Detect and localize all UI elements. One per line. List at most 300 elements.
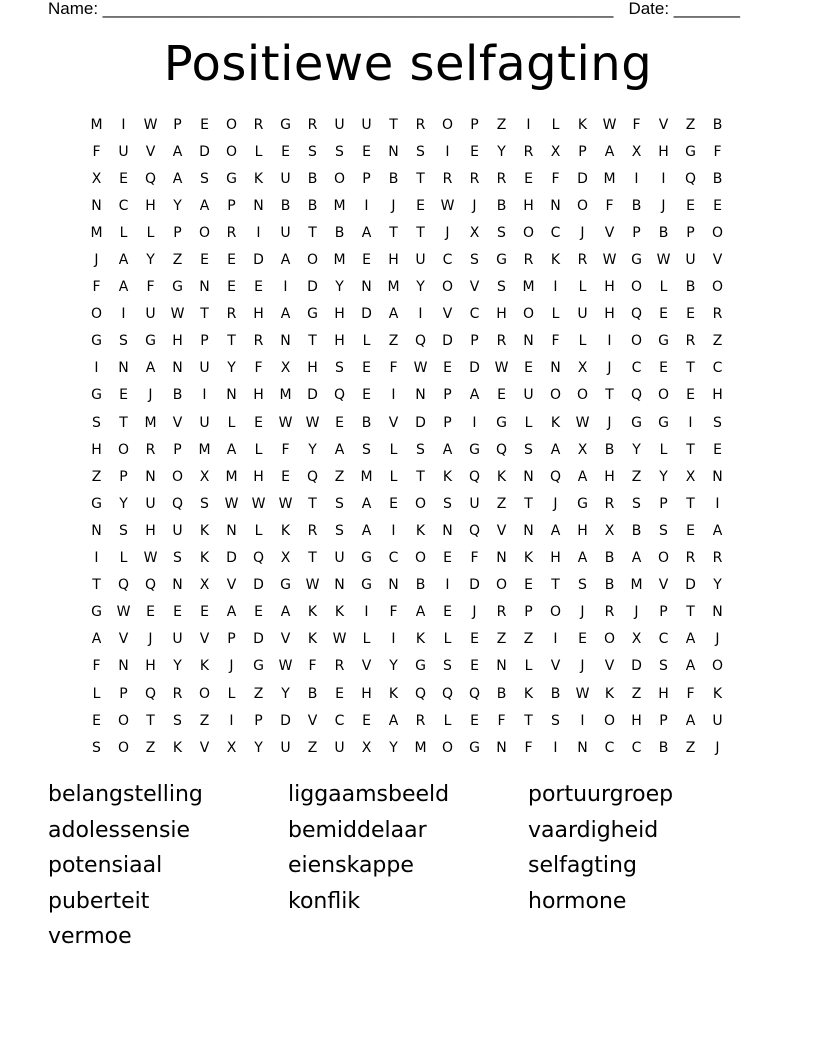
grid-letter: W [305, 414, 320, 431]
grid-letter: Q [144, 577, 157, 594]
grid-letter: A [91, 631, 102, 648]
grid-letter: F [686, 685, 695, 702]
grid-letter: Z [334, 468, 345, 485]
grid-letter: C [631, 360, 642, 377]
grid-letter: G [658, 414, 669, 431]
grid-letter: E [335, 414, 344, 431]
grid-letter: M [360, 468, 373, 485]
grid-letter: S [200, 170, 209, 187]
grid-letter: H [91, 441, 102, 458]
grid-letter: X [685, 468, 696, 485]
grid-letter: S [443, 495, 452, 512]
grid-letter: O [657, 550, 670, 567]
grid-letter: P [470, 333, 479, 350]
grid-letter: Q [333, 387, 346, 404]
grid-letter: E [281, 143, 290, 160]
grid-letter: I [94, 360, 99, 377]
grid-letter: I [94, 550, 99, 567]
grid-letter: U [334, 739, 345, 756]
grid-letter: N [91, 522, 102, 539]
grid-letter: J [391, 197, 396, 214]
grid-letter: G [469, 739, 480, 756]
grid-letter: L [119, 224, 128, 241]
grid-letter: Z [496, 631, 507, 648]
grid-letter: K [199, 522, 210, 539]
grid-letter: I [364, 604, 369, 621]
grid-letter: N [712, 604, 723, 621]
grid-letter: Z [523, 631, 534, 648]
grid-letter: L [227, 414, 236, 431]
grid-letter: W [305, 577, 320, 594]
grid-letter: T [686, 360, 695, 377]
grid-letter: P [173, 441, 182, 458]
grid-letter: I [283, 279, 288, 296]
grid-letter: Z [712, 333, 723, 350]
grid-letter: E [227, 279, 236, 296]
grid-letter: S [362, 441, 371, 458]
grid-letter: X [631, 631, 642, 648]
grid-letter: Q [549, 468, 562, 485]
grid-letter: Q [630, 306, 643, 323]
grid-letter: V [658, 577, 669, 594]
grid-letter: P [173, 224, 182, 241]
grid-letter: Z [199, 712, 210, 729]
grid-letter: E [146, 604, 155, 621]
grid-letter: X [91, 170, 102, 187]
grid-letter: E [254, 279, 263, 296]
grid-letter: A [361, 522, 372, 539]
grid-letter: W [332, 631, 347, 648]
grid-letter: B [631, 197, 642, 214]
grid-letter: D [253, 577, 264, 594]
word-list-item: potensiaal [48, 853, 163, 879]
grid-letter: H [253, 306, 264, 323]
grid-letter: P [659, 604, 668, 621]
grid-letter: D [307, 279, 318, 296]
grid-letter: W [251, 495, 266, 512]
grid-letter: M [225, 468, 238, 485]
grid-letter: T [686, 495, 695, 512]
grid-letter: T [308, 224, 317, 241]
grid-letter: H [550, 550, 561, 567]
word-list-item: belangstelling [48, 782, 203, 808]
grid-letter: C [442, 252, 453, 269]
grid-letter: Q [495, 441, 508, 458]
grid-letter: G [496, 414, 507, 431]
grid-letter: R [253, 116, 264, 133]
grid-letter: N [496, 550, 507, 567]
grid-letter: H [172, 333, 183, 350]
grid-letter: V [226, 577, 237, 594]
grid-letter: M [144, 414, 157, 431]
grid-letter: E [524, 577, 533, 594]
grid-letter: V [604, 658, 615, 675]
grid-letter: A [280, 306, 291, 323]
grid-letter: J [580, 658, 585, 675]
grid-letter: A [577, 550, 588, 567]
grid-letter: X [577, 360, 588, 377]
grid-letter: V [550, 658, 561, 675]
grid-letter: W [170, 306, 185, 323]
grid-letter: R [496, 604, 507, 621]
grid-letter: K [280, 522, 291, 539]
grid-letter: A [118, 252, 129, 269]
grid-letter: P [119, 685, 128, 702]
grid-letter: B [658, 224, 669, 241]
grid-letter: T [524, 495, 533, 512]
grid-letter: J [607, 360, 612, 377]
grid-letter: T [92, 577, 101, 594]
grid-letter: N [496, 658, 507, 675]
grid-letter: R [496, 333, 507, 350]
grid-letter: O [549, 387, 562, 404]
grid-letter: F [92, 143, 101, 160]
grid-letter: D [199, 143, 210, 160]
grid-letter: B [685, 279, 696, 296]
grid-letter: J [148, 387, 153, 404]
grid-letter: N [334, 577, 345, 594]
grid-letter: L [362, 333, 371, 350]
grid-letter: K [550, 414, 561, 431]
grid-letter: Z [685, 116, 696, 133]
grid-letter: E [335, 685, 344, 702]
grid-letter: I [553, 631, 558, 648]
grid-letter: I [256, 224, 261, 241]
grid-letter: A [550, 522, 561, 539]
grid-letter: O [711, 658, 724, 675]
grid-letter: Z [145, 739, 156, 756]
grid-letter: E [713, 441, 722, 458]
grid-letter: W [278, 414, 293, 431]
grid-letter: E [497, 387, 506, 404]
word-list-item: konflik [288, 888, 361, 914]
grid-letter: E [470, 143, 479, 160]
grid-letter: N [415, 387, 426, 404]
grid-letter: D [361, 306, 372, 323]
grid-letter: X [280, 550, 291, 567]
grid-letter: Q [171, 495, 184, 512]
grid-letter: U [145, 306, 156, 323]
grid-letter: D [280, 712, 291, 729]
grid-letter: A [469, 387, 480, 404]
grid-letter: V [361, 658, 372, 675]
grid-letter: O [603, 631, 616, 648]
grid-letter: G [361, 550, 372, 567]
grid-letter: B [172, 387, 183, 404]
grid-letter: Q [468, 685, 481, 702]
grid-letter: E [200, 252, 209, 269]
grid-letter: Y [146, 252, 155, 269]
grid-letter: R [712, 550, 723, 567]
grid-letter: L [227, 685, 236, 702]
grid-letter: E [524, 170, 533, 187]
grid-letter: V [604, 224, 615, 241]
grid-letter: K [523, 550, 534, 567]
grid-letter: P [443, 387, 452, 404]
grid-letter: K [253, 170, 264, 187]
grid-letter: R [685, 333, 696, 350]
grid-letter: H [307, 360, 318, 377]
grid-letter: S [416, 143, 425, 160]
grid-letter: E [254, 604, 263, 621]
grid-letter: Q [117, 577, 130, 594]
grid-letter: V [469, 279, 480, 296]
grid-letter: X [577, 441, 588, 458]
grid-letter: J [634, 604, 639, 621]
grid-letter: G [307, 306, 318, 323]
grid-letter: H [631, 712, 642, 729]
grid-letter: F [92, 658, 101, 675]
grid-letter: N [577, 739, 588, 756]
grid-letter: I [634, 170, 639, 187]
grid-letter: W [575, 414, 590, 431]
grid-letter: Q [468, 522, 481, 539]
grid-letter: E [362, 712, 371, 729]
grid-letter: T [308, 495, 317, 512]
grid-letter: S [173, 550, 182, 567]
grid-letter: U [199, 360, 210, 377]
grid-letter: N [388, 143, 399, 160]
grid-letter: S [92, 414, 101, 431]
word-list [48, 777, 768, 955]
grid-letter: I [391, 522, 396, 539]
grid-letter: N [280, 333, 291, 350]
grid-letter: E [119, 170, 128, 187]
grid-letter: O [414, 550, 427, 567]
grid-letter: R [415, 116, 426, 133]
grid-letter: M [387, 279, 400, 296]
grid-letter: R [145, 441, 156, 458]
grid-letter: S [335, 143, 344, 160]
grid-letter: R [307, 522, 318, 539]
grid-letter: O [630, 279, 643, 296]
grid-letter: U [172, 631, 183, 648]
grid-letter: S [119, 333, 128, 350]
grid-letter: S [659, 658, 668, 675]
header [48, 0, 740, 21]
grid-letter: L [551, 306, 560, 323]
grid-letter: Q [306, 468, 319, 485]
grid-letter: E [659, 306, 668, 323]
grid-letter: Y [173, 658, 182, 675]
grid-letter: C [550, 224, 561, 241]
grid-letter: E [443, 604, 452, 621]
grid-letter: O [198, 224, 211, 241]
grid-letter: M [630, 577, 643, 594]
grid-letter: D [469, 360, 480, 377]
grid-letter: Q [414, 333, 427, 350]
grid-letter: L [659, 441, 668, 458]
grid-letter: Y [713, 577, 722, 594]
grid-letter: F [389, 604, 398, 621]
grid-letter: I [391, 387, 396, 404]
grid-letter: M [90, 116, 103, 133]
grid-letter: C [631, 739, 642, 756]
grid-letter: E [200, 116, 209, 133]
page-title: Positiewe selfagting [163, 36, 653, 92]
grid-letter: K [604, 685, 615, 702]
grid-letter: O [414, 495, 427, 512]
grid-letter: N [712, 468, 723, 485]
grid-letter: F [551, 170, 560, 187]
grid-letter: B [604, 550, 615, 567]
grid-letter: T [686, 441, 695, 458]
grid-letter: Y [281, 685, 290, 702]
grid-letter: H [496, 306, 507, 323]
grid-letter: H [388, 252, 399, 269]
grid-letter: J [445, 224, 450, 241]
grid-letter: E [173, 604, 182, 621]
grid-letter: L [524, 658, 533, 675]
grid-letter: V [145, 143, 156, 160]
grid-letter: F [389, 360, 398, 377]
grid-letter: N [199, 279, 210, 296]
word-list-item: adolessensie [48, 817, 191, 843]
grid-letter: H [145, 197, 156, 214]
grid-letter: C [118, 197, 129, 214]
grid-letter: G [658, 333, 669, 350]
grid-letter: E [659, 360, 668, 377]
grid-letter: E [362, 360, 371, 377]
grid-letter: C [469, 306, 480, 323]
word-list-item: vermoe [48, 924, 132, 950]
grid-letter: V [199, 739, 210, 756]
grid-letter: C [388, 550, 399, 567]
grid-letter: Y [308, 441, 317, 458]
grid-letter: Y [227, 360, 236, 377]
grid-letter: T [416, 468, 425, 485]
grid-letter: N [226, 522, 237, 539]
grid-letter: Y [335, 279, 344, 296]
grid-letter: M [522, 279, 535, 296]
grid-letter: Q [252, 550, 265, 567]
grid-letter: S [308, 143, 317, 160]
grid-letter: N [118, 360, 129, 377]
grid-letter: U [280, 739, 291, 756]
grid-letter: H [334, 333, 345, 350]
grid-letter: V [658, 116, 669, 133]
grid-letter: S [92, 739, 101, 756]
grid-letter: R [469, 170, 480, 187]
grid-letter: P [227, 197, 236, 214]
grid-letter: Q [144, 170, 157, 187]
grid-letter: G [361, 577, 372, 594]
grid-letter: X [199, 468, 210, 485]
grid-letter: T [389, 116, 398, 133]
grid-letter: I [661, 170, 666, 187]
grid-letter: V [496, 522, 507, 539]
grid-letter: F [254, 360, 263, 377]
grid-letter: E [713, 197, 722, 214]
grid-letter: S [713, 414, 722, 431]
grid-letter: B [415, 577, 426, 594]
grid-letter: K [199, 658, 210, 675]
grid-letter: G [91, 333, 102, 350]
grid-letter: X [631, 143, 642, 160]
grid-letter: I [418, 306, 423, 323]
grid-letter: I [202, 387, 207, 404]
grid-letter: S [659, 522, 668, 539]
grid-letter: K [415, 631, 426, 648]
grid-letter: G [91, 495, 102, 512]
grid-letter: N [91, 197, 102, 214]
grid-letter: L [92, 685, 101, 702]
grid-letter: K [334, 604, 345, 621]
grid-letter: E [362, 387, 371, 404]
grid-letter: Y [416, 279, 425, 296]
grid-letter: Z [307, 739, 318, 756]
grid-letter: U [361, 116, 372, 133]
grid-letter: X [469, 224, 480, 241]
grid-letter: U [523, 387, 534, 404]
grid-letter: O [117, 739, 130, 756]
grid-letter: O [225, 143, 238, 160]
grid-letter: W [656, 252, 671, 269]
grid-letter: P [686, 224, 695, 241]
grid-letter: X [199, 577, 210, 594]
grid-letter: H [577, 522, 588, 539]
grid-letter: S [443, 658, 452, 675]
grid-letter: J [715, 631, 720, 648]
grid-letter: U [118, 143, 129, 160]
grid-letter: P [362, 170, 371, 187]
grid-letter: G [469, 441, 480, 458]
grid-letter: O [117, 441, 130, 458]
grid-letter: K [199, 550, 210, 567]
grid-letter: A [577, 468, 588, 485]
grid-letter: P [470, 116, 479, 133]
grid-letter: L [389, 468, 398, 485]
grid-letter: I [121, 306, 126, 323]
grid-letter: K [172, 739, 183, 756]
grid-letter: B [496, 197, 507, 214]
grid-letter: B [658, 739, 669, 756]
grid-letter: U [685, 252, 696, 269]
grid-letter: N [172, 577, 183, 594]
grid-letter: V [172, 414, 183, 431]
grid-letter: G [280, 577, 291, 594]
grid-letter: N [145, 468, 156, 485]
grid-letter: C [334, 712, 345, 729]
grid-letter: I [445, 143, 450, 160]
grid-letter: E [524, 360, 533, 377]
grid-letter: E [119, 387, 128, 404]
grid-letter: B [361, 414, 372, 431]
grid-letter: A [388, 712, 399, 729]
word-list-item: vaardigheid [528, 817, 659, 843]
grid-letter: H [658, 143, 669, 160]
grid-letter: M [198, 441, 211, 458]
grid-letter: A [604, 143, 615, 160]
word-list-item: hormone [528, 888, 627, 914]
grid-letter: J [715, 739, 720, 756]
grid-letter: R [712, 306, 723, 323]
grid-letter: P [524, 604, 533, 621]
grid-letter: B [307, 197, 318, 214]
grid-letter: K [307, 631, 318, 648]
grid-letter: E [416, 197, 425, 214]
grid-letter: L [443, 631, 452, 648]
grid-letter: D [469, 577, 480, 594]
grid-letter: A [415, 604, 426, 621]
grid-letter: Q [630, 387, 643, 404]
grid-letter: D [577, 170, 588, 187]
grid-letter: B [712, 170, 723, 187]
grid-letter: A [172, 143, 183, 160]
grid-letter: T [227, 333, 236, 350]
grid-letter: B [307, 685, 318, 702]
grid-letter: E [686, 522, 695, 539]
